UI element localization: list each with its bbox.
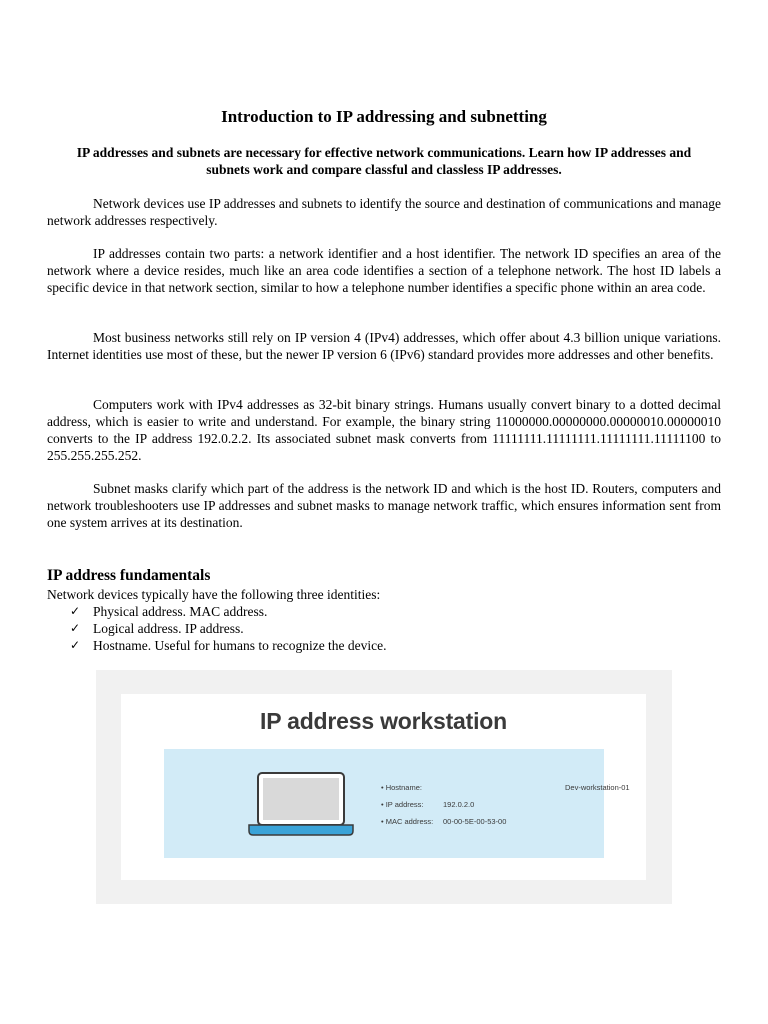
list-item-text: Hostname. Useful for humans to recognize the device. — [93, 638, 387, 653]
hostname-label: • Hostname: — [381, 783, 422, 792]
paragraph-2: IP addresses contain two parts: a network identifier and a host identifier. The network ID specifies an area of the network where a device resides, much like an area code identifies a section of a telephone network. The host ID labels a specific device in that network section, similar to how a telephone number identifies a specific phone within an area code. — [47, 246, 721, 295]
paragraph-3: Most business networks still rely on IP version 4 (IPv4) addresses, which offer about 4.3 billion unique variations. Internet identities use most of these, but the newer IP version 6 (IPv6) standard provides more addresses and other benefits. — [47, 330, 721, 362]
document-subtitle: IP addresses and subnets are necessary for effective network communications. Learn how IP addresses and subnets work and compare classful and classless IP addresses. — [76, 145, 692, 177]
ip-address-value: 192.0.2.0 — [443, 800, 475, 809]
list-item — [70, 637, 387, 654]
laptop-icon — [248, 771, 354, 837]
hostname-value: Dev-workstation-01 — [565, 783, 630, 792]
figure-title: IP address workstation — [260, 708, 507, 734]
paragraph-5: Subnet masks clarify which part of the address is the network ID and which is the host ID. Routers, computers and network troubleshooters use IP addresses and subnet masks to manage network traffic, which ensures information sent from one system arrives at its destination. — [47, 481, 721, 530]
paragraph-1: Network devices use IP addresses and subnets to identify the source and destination of communications and manage network addresses respectively. — [47, 196, 721, 228]
list-item — [70, 620, 387, 637]
list-item — [70, 603, 387, 620]
ip-address-label: • IP address: — [381, 800, 424, 809]
paragraph-4: Computers work with IPv4 addresses as 32-bit binary strings. Humans usually convert binary to a dotted decimal address, which is easier to write and understand. For example, the binary string 11000000.00000000.00000010.00000010 converts to the IP address 192.0.2.2. Its associated subnet mask converts from 11111111.11111111.11111111.11111100 to 255.255.255.252. — [47, 397, 721, 463]
mac-address-label: • MAC address: — [381, 817, 434, 826]
section-intro: Network devices typically have the following three identities: — [47, 587, 381, 602]
checkmark-icon: ✓ — [70, 621, 81, 635]
section-heading: IP address fundamentals — [47, 567, 211, 584]
checkmark-icon: ✓ — [70, 604, 81, 618]
identity-list — [70, 603, 387, 654]
document-title: Introduction to IP addressing and subnetting — [221, 107, 547, 126]
checkmark-icon: ✓ — [70, 638, 81, 652]
list-item-text: Logical address. IP address. — [93, 621, 244, 636]
mac-address-value: 00-00-5E-00-53-00 — [443, 817, 507, 826]
list-item-text: Physical address. MAC address. — [93, 604, 268, 619]
